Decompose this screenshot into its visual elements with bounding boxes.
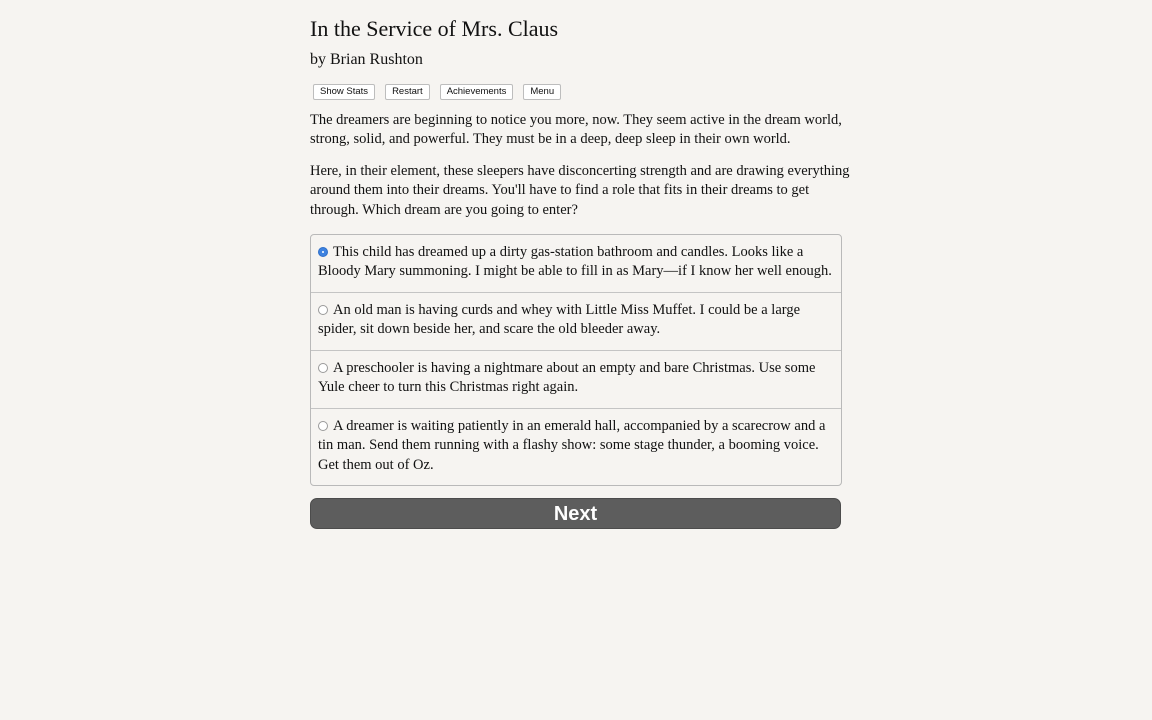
story-paragraph: Here, in their element, these sleepers have disconcerting strength and are drawing everything around them into their dreams. You'll have to find a role that fits in their dreams to get through. Which dream are you going to enter? bbox=[310, 163, 850, 218]
story-paragraph: The dreamers are beginning to notice you more, now. They seem active in the dream world, strong, solid, and powerful. They must be in a deep, deep sleep in their own world. bbox=[310, 112, 842, 148]
radio-icon[interactable] bbox=[318, 305, 328, 315]
radio-icon[interactable] bbox=[318, 363, 328, 373]
choice-list bbox=[310, 234, 842, 486]
radio-icon[interactable] bbox=[318, 421, 328, 431]
game-title: In the Service of Mrs. Claus bbox=[310, 16, 559, 41]
next-button[interactable]: Next bbox=[310, 498, 841, 529]
author-byline: by Brian Rushton bbox=[310, 51, 423, 68]
choice-option[interactable] bbox=[311, 292, 841, 350]
choice-option[interactable] bbox=[311, 350, 841, 408]
choice-text: This child has dreamed up a dirty gas-station bathroom and candles. Looks like a Bloody Mary summoning. I might be able to fill in as Mary—if I know her well enough. bbox=[318, 244, 832, 280]
radio-selected-icon[interactable] bbox=[318, 247, 328, 257]
choice-option[interactable] bbox=[311, 235, 841, 292]
choice-option[interactable] bbox=[311, 408, 841, 485]
choice-text: An old man is having curds and whey with Little Miss Muffet. I could be a large spider, sit down beside her, and scare the old bleeder away. bbox=[318, 302, 801, 338]
restart-button[interactable]: Restart bbox=[385, 84, 430, 100]
show-stats-button[interactable]: Show Stats bbox=[313, 84, 375, 100]
toolbar bbox=[313, 84, 561, 100]
achievements-button[interactable]: Achievements bbox=[440, 84, 514, 100]
choice-text: A preschooler is having a nightmare about an empty and bare Christmas. Use some Yule cheer to turn this Christmas right again. bbox=[318, 360, 816, 396]
choice-text: A dreamer is waiting patiently in an emerald hall, accompanied by a scarecrow and a tin man. Send them running with a flashy show: some stage thunder, a booming voice. Get them out of Oz. bbox=[318, 418, 826, 473]
menu-button[interactable]: Menu bbox=[523, 84, 561, 100]
